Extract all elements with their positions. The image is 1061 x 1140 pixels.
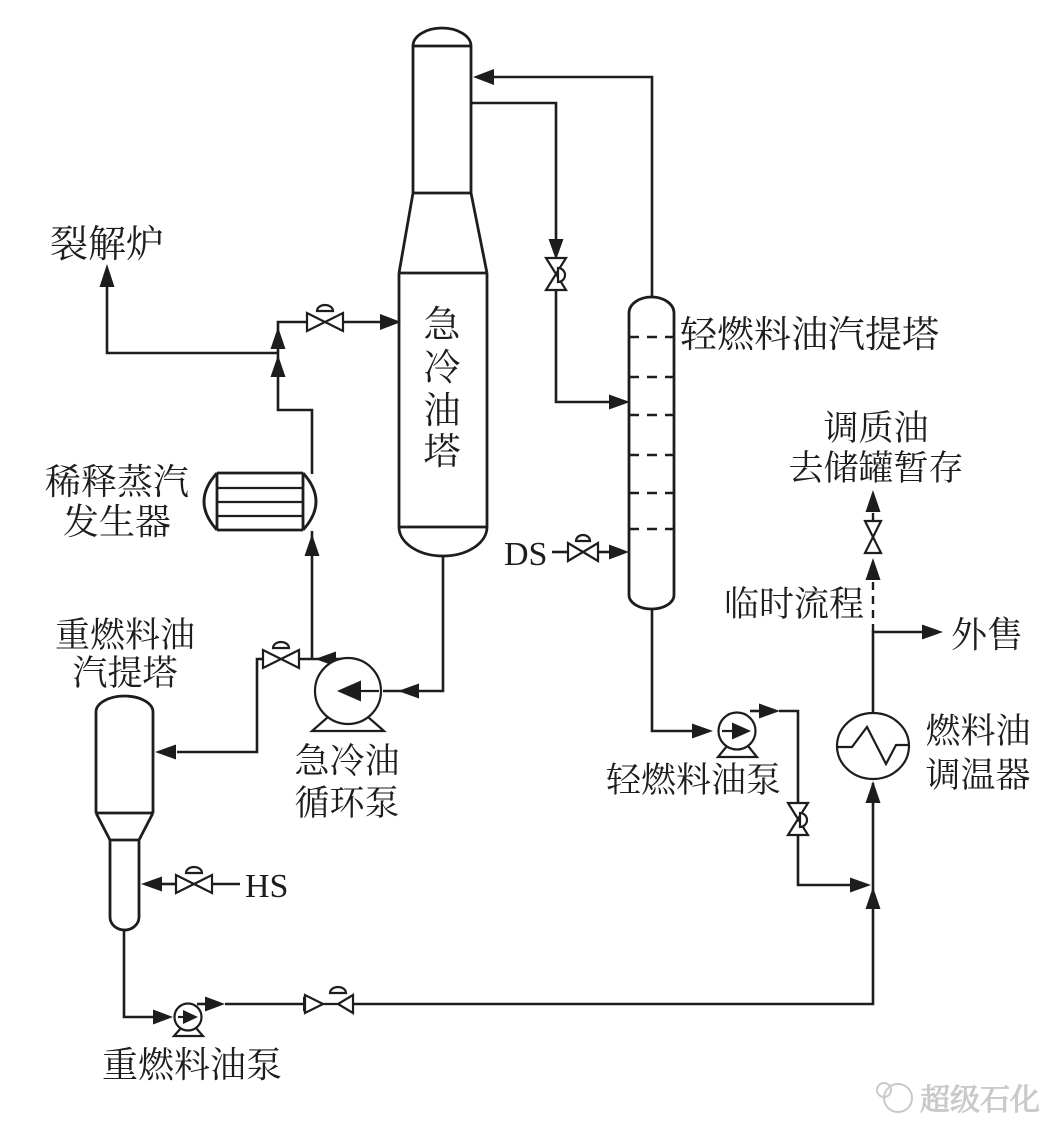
heavy-stripper-lower-shell [110, 840, 139, 917]
side-draw-valve-icon [546, 258, 566, 290]
steamgen-label-line2: 发生器 [62, 502, 172, 542]
arrow-pump-suction [398, 684, 419, 699]
watermark [877, 1083, 1040, 1117]
arrow-export [922, 625, 943, 640]
quench-tower-taper [399, 193, 487, 273]
quench-tower-inlet-valve-icon [307, 305, 343, 331]
valve-actuator [273, 642, 289, 648]
quench-tower-label-char2: 冷 [423, 348, 461, 389]
heavy-stripper-label-line1: 重燃料油 [54, 616, 196, 655]
steamgen-tubes [217, 488, 303, 516]
arrow-light-pump-suction [692, 724, 713, 739]
heavy-stripper-taper [96, 813, 153, 840]
pipe-quench-bottoms [383, 555, 443, 691]
quench-pump-label-line1: 急冷油 [294, 742, 400, 781]
heavy-stripper-top-dome [96, 696, 153, 712]
tempered-oil-label-line1: 调质油 [823, 409, 929, 448]
pipe-to-heavy-stripper [177, 659, 263, 752]
pipe-side-draw [471, 103, 556, 240]
quench-tower-label-char4: 塔 [423, 432, 461, 473]
arrow-header-up [866, 887, 881, 909]
pipe-heavy-bottoms [124, 930, 154, 1017]
steamgen-left-cap [204, 473, 217, 530]
quench-tower-label-char1: 急 [423, 305, 461, 346]
steamgen-label-line1: 稀释蒸汽 [44, 462, 190, 502]
pipe-to-cracking-furnace [107, 286, 278, 353]
valve-handle [558, 268, 565, 282]
pipe-light-to-header [798, 835, 852, 885]
light-stripper-bottom-dome [629, 595, 674, 609]
watermark-text: 超级石化 [920, 1084, 1040, 1117]
arrow-temporary-upper [866, 490, 881, 512]
quench-tower-label-char3: 油 [423, 391, 461, 432]
valve-actuator [576, 535, 590, 541]
valve-body [307, 313, 343, 331]
quench-tower-top-dome [413, 28, 471, 46]
valve-body [305, 995, 353, 1013]
temperer-label-line2: 调温器 [925, 756, 1031, 795]
arrow-steamgen-inlet [305, 534, 320, 556]
heavy-pump-label: 重燃料油泵 [102, 1045, 283, 1085]
quench-tower-bottom-dome [399, 527, 487, 556]
quench-oil-circulation-pump [294, 658, 399, 823]
pipe-stripper-feed [556, 290, 612, 402]
pipe-stripper-overhead [493, 77, 652, 298]
valve-body [865, 521, 881, 553]
light-stripper-label: 轻燃料油汽提塔 [680, 315, 939, 356]
fuel-oil-temperer [837, 712, 1031, 795]
arrow-light-to-header [850, 878, 871, 893]
quench-pump-label-line2: 循环泵 [294, 784, 400, 823]
dilution-steam-generator [45, 462, 316, 542]
hs-label: HS [245, 868, 289, 905]
arrow-to-cracking-furnace [100, 264, 115, 287]
export-label: 外售 [951, 615, 1024, 655]
valve-body [176, 875, 212, 893]
arrow-heavy-stripper-feed [155, 745, 176, 760]
valve-actuator [317, 305, 333, 311]
arrow-riser-upper [271, 327, 286, 349]
arrow-heavy-discharge [205, 997, 225, 1012]
pipe-fuel-oil-header [353, 885, 873, 1004]
heavy-stripper-label-line2: 汽提塔 [72, 654, 178, 693]
arrow-hs-inlet [141, 877, 162, 892]
steamgen-right-cap [303, 473, 316, 530]
light-discharge-valve-icon [788, 803, 808, 835]
temporary-line-valve-icon [865, 521, 881, 553]
arrow-side-draw-down [549, 239, 564, 260]
valve-body [263, 650, 299, 668]
pipe-light-bottoms [652, 608, 694, 731]
quench-tower-neck [413, 46, 471, 193]
arrow-light-discharge [759, 704, 780, 719]
valve-handle [800, 813, 807, 827]
temperer-label-line1: 燃料油 [925, 712, 1031, 751]
ds-label: DS [504, 536, 548, 573]
arrow-temporary-lower [866, 558, 881, 580]
arrow-riser-lower [271, 355, 286, 377]
valve-actuator [330, 987, 346, 993]
light-stripper-trays [629, 337, 674, 529]
mascot-icon [884, 1084, 912, 1112]
valve-body [568, 543, 598, 561]
heavy-stripper-feed-valve-icon [263, 642, 299, 668]
arrow-into-temperer [866, 781, 881, 803]
heavy-discharge-valve-icon [305, 987, 353, 1013]
cracking-furnace-label: 裂解炉 [50, 224, 165, 266]
temporary-line-label: 临时流程 [724, 585, 865, 624]
arrow-stripper-feed [609, 395, 630, 410]
hs-valve-icon [176, 867, 212, 893]
arrow-heavy-pump-suction [153, 1010, 173, 1025]
ds-valve-icon [568, 535, 598, 561]
arrow-overhead-return [473, 69, 494, 85]
light-stripper-top-dome [629, 297, 674, 313]
heavy-stripper-upper-shell [96, 712, 153, 813]
quench-oil-tower [399, 28, 487, 556]
valve-actuator [186, 867, 202, 873]
light-pump-label: 轻燃料油泵 [606, 761, 782, 800]
tempered-oil-label-line2: 去储罐暂存 [788, 449, 964, 488]
pipe-temperer-outlet [873, 632, 923, 713]
heavy-stripper-bottom-dome [110, 917, 139, 930]
pipe-light-discharge-b [779, 711, 798, 803]
arrow-ds-inlet [609, 545, 629, 560]
